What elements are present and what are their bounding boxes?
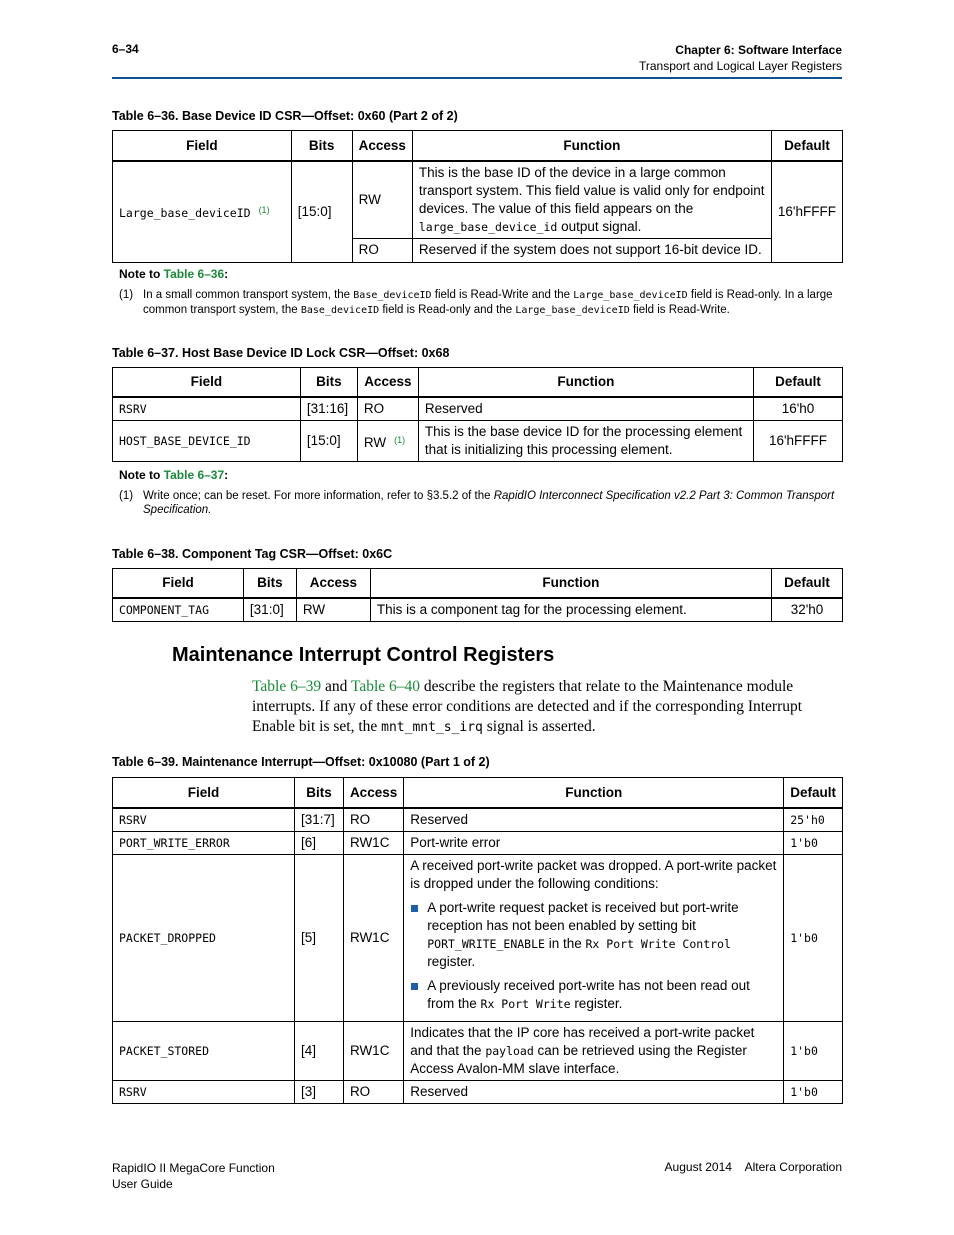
- col-header: Access: [352, 131, 412, 161]
- table-row: [113, 831, 843, 854]
- table-row: [113, 421, 843, 462]
- access-cell: RO: [357, 397, 418, 421]
- table-header-row: [113, 569, 843, 598]
- doc-type: User Guide: [112, 1177, 173, 1191]
- page-number: 6–34: [112, 42, 139, 56]
- table-header-row: [113, 131, 843, 161]
- header-rule: [112, 77, 842, 79]
- col-header: Access: [296, 569, 370, 598]
- field-cell: PORT_WRITE_ERROR: [113, 831, 295, 854]
- table-link[interactable]: Table 6–36: [163, 267, 225, 281]
- table-36: [112, 130, 843, 263]
- function-cell: This is a component tag for the processing element.: [370, 598, 771, 622]
- field-cell: Large_base_deviceID $^{(1)}$: [113, 161, 292, 263]
- col-header: Function: [370, 569, 771, 598]
- table-37: [112, 367, 843, 462]
- access-cell: RO: [343, 1080, 403, 1103]
- table-37-caption: Table 6–37. Host Base Device ID Lock CSR—Offset: 0x68: [112, 346, 450, 360]
- col-header: Function: [418, 368, 753, 397]
- function-cell: Reserved: [404, 808, 784, 832]
- access-cell: RW1C: [343, 1021, 403, 1080]
- footnote-ref[interactable]: (1): [394, 434, 406, 445]
- function-cell: Reserved if the system does not support 16-bit device ID.: [412, 238, 771, 262]
- table-link[interactable]: Table 6–37: [163, 468, 225, 482]
- table-link[interactable]: Table 6–40: [350, 678, 421, 695]
- default-cell: 1'b0: [784, 1080, 843, 1103]
- col-header: Field: [113, 778, 295, 808]
- bits-cell: [6]: [294, 831, 343, 854]
- field-cell: PACKET_STORED: [113, 1021, 295, 1080]
- function-cell: Reserved: [418, 397, 753, 421]
- list-item: A previously received port-write has not been read out from the Rx Port Write register.: [410, 977, 777, 1013]
- section-heading: Maintenance Interrupt Control Registers: [172, 644, 555, 666]
- field-cell: PACKET_DROPPED: [113, 854, 295, 1021]
- access-cell: RO: [352, 238, 412, 262]
- default-cell: 32'h0: [772, 598, 843, 622]
- footer-right: August 2014 Altera Corporation: [664, 1160, 842, 1174]
- col-header: Field: [113, 569, 244, 598]
- default-cell: 16'hFFFF: [754, 421, 843, 462]
- function-cell: Indicates that the IP core has received a port-write packet and that the payload can be retrieved using the Register Access Avalon-MM slave interface.: [404, 1021, 784, 1080]
- col-header: Bits: [294, 778, 343, 808]
- table-row: [113, 808, 843, 832]
- function-cell: This is the base device ID for the processing element that is initializing this processing element.: [418, 421, 753, 462]
- default-cell: 16'h0: [754, 397, 843, 421]
- table-39-caption: Table 6–39. Maintenance Interrupt—Offset: 0x10080 (Part 1 of 2): [112, 755, 490, 769]
- bits-cell: [5]: [294, 854, 343, 1021]
- col-header: Default: [771, 131, 842, 161]
- access-cell: RW: [352, 161, 412, 239]
- footer-left: [112, 1160, 275, 1192]
- function-cell: A received port-write packet was dropped. A port-write packet is dropped under the following conditions: A port-write request packet is received but port-write reception has not been enabled by setting bit PORT_WRITE_ENABLE in the Rx Port Write Control register. A previously received port-write has not been read out from the Rx Port Write register.: [404, 854, 784, 1021]
- table-row: [113, 161, 843, 239]
- access-cell: RW1C: [343, 831, 403, 854]
- access-cell: RW: [296, 598, 370, 622]
- table-header-row: [113, 368, 843, 397]
- col-header: Bits: [291, 131, 352, 161]
- table-row: [113, 397, 843, 421]
- col-header: Default: [784, 778, 843, 808]
- function-cell: Reserved: [404, 1080, 784, 1103]
- footnote: (1) Write once; can be reset. For more information, refer to §3.5.2 of the RapidIO Interconnect Specification v2.2 Part 3: Common Transport Specification.: [119, 490, 835, 516]
- bits-cell: [31:16]: [300, 397, 357, 421]
- field-cell: RSRV: [113, 397, 301, 421]
- field-cell: RSRV: [113, 1080, 295, 1103]
- bits-cell: [15:0]: [291, 161, 352, 263]
- table-header-row: [113, 778, 843, 808]
- table-row: [113, 598, 843, 622]
- table-note: Note to Table 6–37:: [119, 468, 229, 482]
- field-cell: COMPONENT_TAG: [113, 598, 244, 622]
- field-cell: RSRV: [113, 808, 295, 832]
- bits-cell: [31:0]: [243, 598, 296, 622]
- section-paragraph: Table 6–39 and Table 6–40 describe the registers that relate to the Maintenance module interrupts. If any of these error conditions are detected and if the corresponding Interrupt Enable bit is set, the mnt_mnt_s_irq signal is asserted.: [252, 678, 803, 735]
- table-36-caption: Table 6–36. Base Device ID CSR—Offset: 0x60 (Part 2 of 2): [112, 109, 458, 123]
- col-header: Bits: [243, 569, 296, 598]
- function-cell: Port-write error: [404, 831, 784, 854]
- access-cell: RW $^{(1)}$: [357, 421, 418, 462]
- footnote-ref[interactable]: (1): [258, 205, 270, 215]
- col-header: Function: [404, 778, 784, 808]
- col-header: Field: [113, 368, 301, 397]
- table-38-caption: Table 6–38. Component Tag CSR—Offset: 0x6C: [112, 547, 393, 561]
- col-header: Access: [357, 368, 418, 397]
- table-note: Note to Table 6–36:: [119, 267, 229, 281]
- default-cell: 25'h0: [784, 808, 843, 832]
- table-row: [113, 1080, 843, 1103]
- bits-cell: [15:0]: [300, 421, 357, 462]
- product-name: RapidIO II MegaCore Function: [112, 1161, 275, 1175]
- chapter-title: Chapter 6: Software Interface: [675, 43, 842, 57]
- col-header: Access: [343, 778, 403, 808]
- default-cell: 1'b0: [784, 1021, 843, 1080]
- table-38: [112, 568, 843, 622]
- bits-cell: [4]: [294, 1021, 343, 1080]
- col-header: Default: [754, 368, 843, 397]
- section-title: Transport and Logical Layer Registers: [639, 59, 842, 73]
- table-row: [113, 854, 843, 1021]
- col-header: Bits: [300, 368, 357, 397]
- footnote: (1) In a small common transport system, the Base_deviceID field is Read-Write and the Large_base_deviceID field is Read-only. In a large common transport system, the Base_deviceID field is Read-only and the Large_base_deviceID field is Read-Write.: [119, 289, 833, 316]
- col-header: Function: [412, 131, 771, 161]
- access-cell: RW1C: [343, 854, 403, 1021]
- default-cell: 1'b0: [784, 831, 843, 854]
- bits-cell: [31:7]: [294, 808, 343, 832]
- field-cell: HOST_BASE_DEVICE_ID: [113, 421, 301, 462]
- access-cell: RO: [343, 808, 403, 832]
- default-cell: 16'hFFFF: [771, 161, 842, 263]
- table-39: [112, 777, 843, 1104]
- function-cell: This is the base ID of the device in a large common transport system. This field value is valid only for endpoint devices. The value of this field appears on the large_base_device_id output signal.: [412, 161, 771, 239]
- running-header: [639, 42, 842, 74]
- col-header: Field: [113, 131, 292, 161]
- condition-list: [410, 899, 777, 1013]
- table-row: [113, 1021, 843, 1080]
- col-header: Default: [772, 569, 843, 598]
- table-link[interactable]: Table 6–39: [252, 678, 322, 695]
- bits-cell: [3]: [294, 1080, 343, 1103]
- default-cell: 1'b0: [784, 854, 843, 1021]
- list-item: A port-write request packet is received but port-write reception has not been enabled by setting bit PORT_WRITE_ENABLE in the Rx Port Write Control register.: [410, 899, 777, 971]
